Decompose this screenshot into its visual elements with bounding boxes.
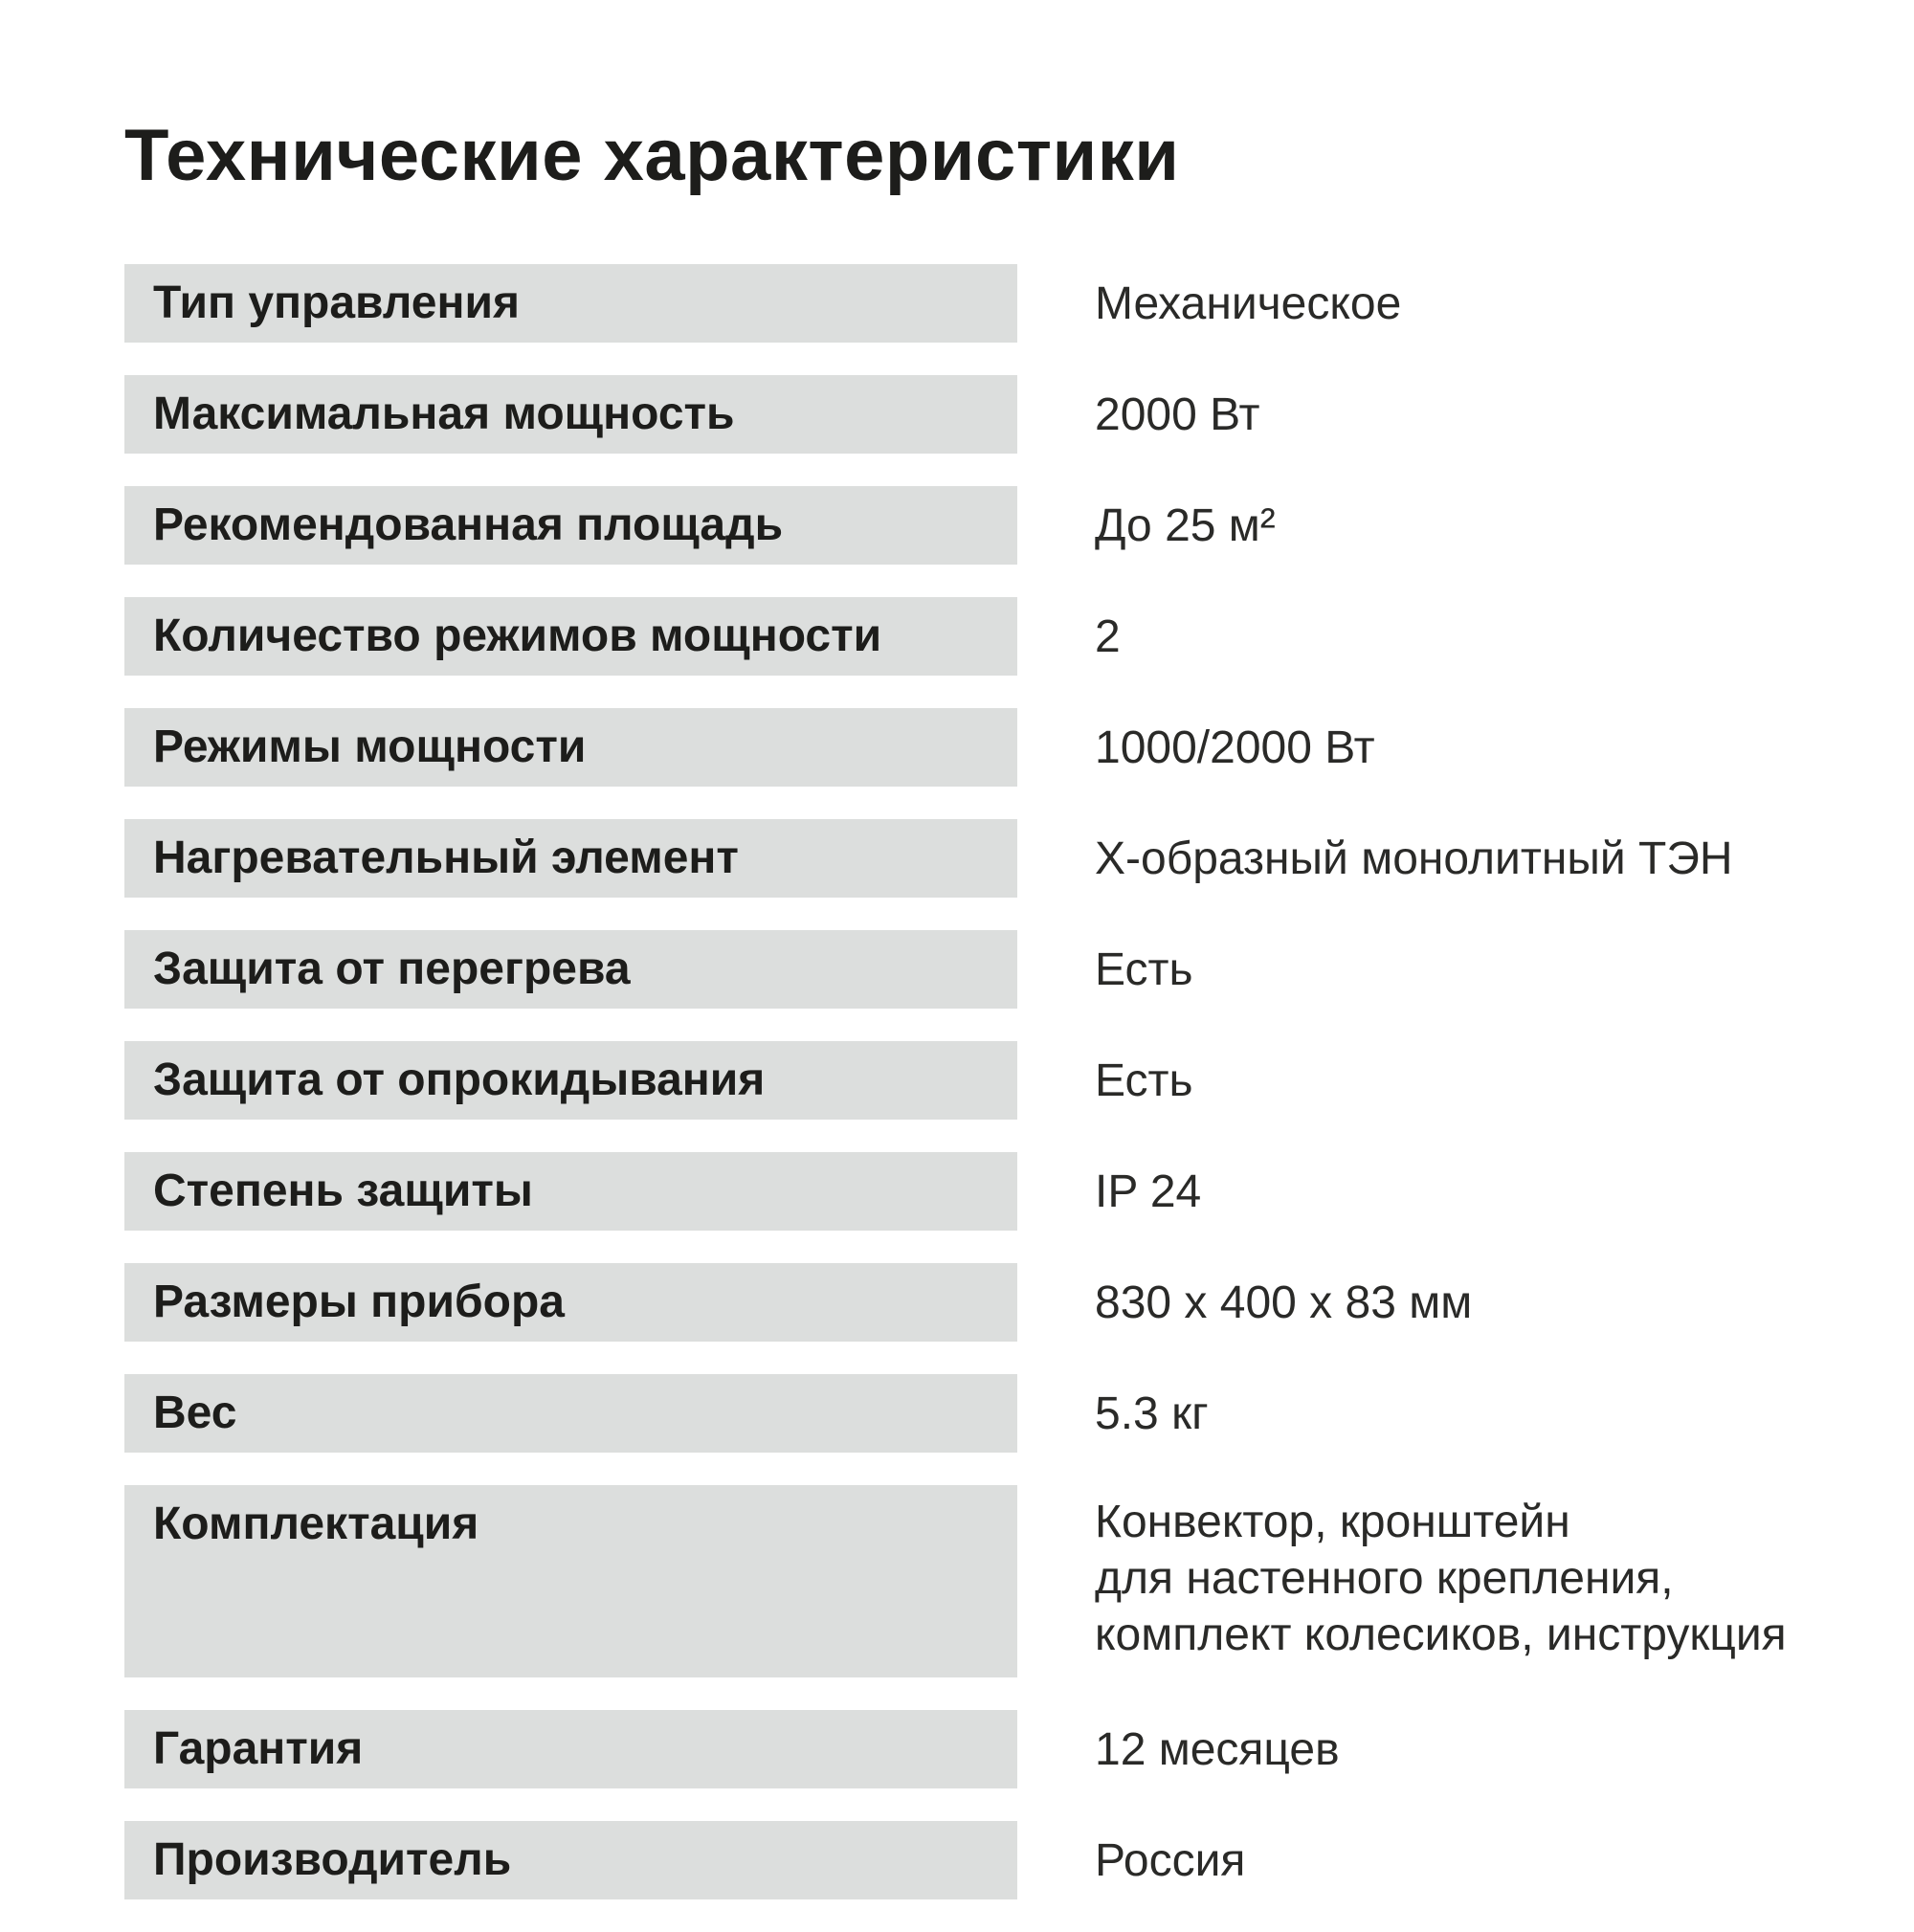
spec-label: Защита от опрокидывания: [153, 1055, 766, 1105]
spec-label-cell: [124, 1374, 1017, 1453]
spec-row-power-mode-count: [124, 597, 1876, 676]
spec-value-cell: [1095, 1374, 1209, 1453]
spec-row-recommended-area: [124, 486, 1876, 565]
spec-value-cell: [1095, 375, 1260, 454]
spec-label: Производитель: [153, 1834, 512, 1885]
spec-label: Рекомендованная площадь: [153, 500, 784, 550]
spec-label: Количество режимов мощности: [153, 611, 882, 661]
spec-value-cell: [1095, 1263, 1472, 1342]
spec-label: Вес: [153, 1388, 237, 1438]
spec-value: 2: [1095, 611, 1121, 662]
spec-label-cell: [124, 375, 1017, 454]
spec-label-cell: [124, 1821, 1017, 1899]
spec-value-cell: [1095, 930, 1192, 1009]
spec-label-cell: [124, 1485, 1017, 1677]
spec-row-tip-over-protection: [124, 1041, 1876, 1120]
spec-label: Тип управления: [153, 278, 520, 328]
spec-value: Конвектор, кронштейн для настенного крепления, комплект колесиков, инструкция: [1095, 1497, 1787, 1660]
spec-value: Механическое: [1095, 278, 1402, 329]
spec-value-cell: [1095, 1041, 1192, 1120]
spec-label: Защита от перегрева: [153, 944, 631, 994]
spec-row-power-modes: [124, 708, 1876, 787]
spec-value: 2000 Вт: [1095, 389, 1260, 440]
spec-row-package-contents: [124, 1485, 1876, 1677]
spec-label: Максимальная мощность: [153, 389, 735, 439]
spec-row-max-power: [124, 375, 1876, 454]
spec-value-cell: [1095, 264, 1401, 343]
spec-value: 1000/2000 Вт: [1095, 722, 1375, 773]
spec-value-cell: [1095, 1152, 1201, 1231]
spec-label: Нагревательный элемент: [153, 833, 739, 883]
spec-value-cell: [1095, 1821, 1245, 1899]
spec-label-cell: [124, 486, 1017, 565]
spec-label-cell: [124, 930, 1017, 1009]
spec-label: Гарантия: [153, 1723, 364, 1774]
spec-row-protection-rating: [124, 1152, 1876, 1231]
spec-label-cell: [124, 1710, 1017, 1788]
spec-row-manufacturer: [124, 1821, 1876, 1899]
spec-value-cell: [1095, 819, 1733, 898]
spec-list: [124, 264, 1876, 1932]
spec-row-heating-element: [124, 819, 1876, 898]
spec-value-cell: [1095, 486, 1276, 565]
spec-label: Комплектация: [153, 1499, 479, 1549]
spec-value-cell: [1095, 597, 1121, 676]
spec-value: 5.3 кг: [1095, 1388, 1209, 1439]
spec-label-cell: [124, 1263, 1017, 1342]
spec-row-warranty: [124, 1710, 1876, 1788]
spec-row-overheat-protection: [124, 930, 1876, 1009]
spec-label-cell: [124, 819, 1017, 898]
spec-value: IP 24: [1095, 1166, 1202, 1217]
spec-value: Россия: [1095, 1834, 1246, 1886]
spec-row-weight: [124, 1374, 1876, 1453]
spec-label-cell: [124, 1152, 1017, 1231]
spec-label: Размеры прибора: [153, 1277, 565, 1327]
page-title: Технические характеристики: [124, 115, 1180, 196]
spec-label-cell: [124, 597, 1017, 676]
spec-row-dimensions: [124, 1263, 1876, 1342]
spec-label-cell: [124, 708, 1017, 787]
spec-value: Х-образный монолитный ТЭН: [1095, 833, 1733, 884]
spec-label: Режимы мощности: [153, 722, 587, 772]
spec-value: 830 х 400 х 83 мм: [1095, 1277, 1473, 1328]
spec-value: До 25 м²: [1095, 500, 1276, 551]
spec-label-cell: [124, 1041, 1017, 1120]
spec-value-cell: [1095, 708, 1375, 787]
spec-value: Есть: [1095, 944, 1193, 995]
spec-label-cell: [124, 264, 1017, 343]
spec-value-cell: [1095, 1710, 1340, 1788]
spec-value-cell: [1095, 1485, 1787, 1663]
spec-value: 12 месяцев: [1095, 1723, 1340, 1775]
spec-row-control-type: [124, 264, 1876, 343]
spec-value: Есть: [1095, 1055, 1193, 1106]
spec-label: Степень защиты: [153, 1166, 533, 1216]
